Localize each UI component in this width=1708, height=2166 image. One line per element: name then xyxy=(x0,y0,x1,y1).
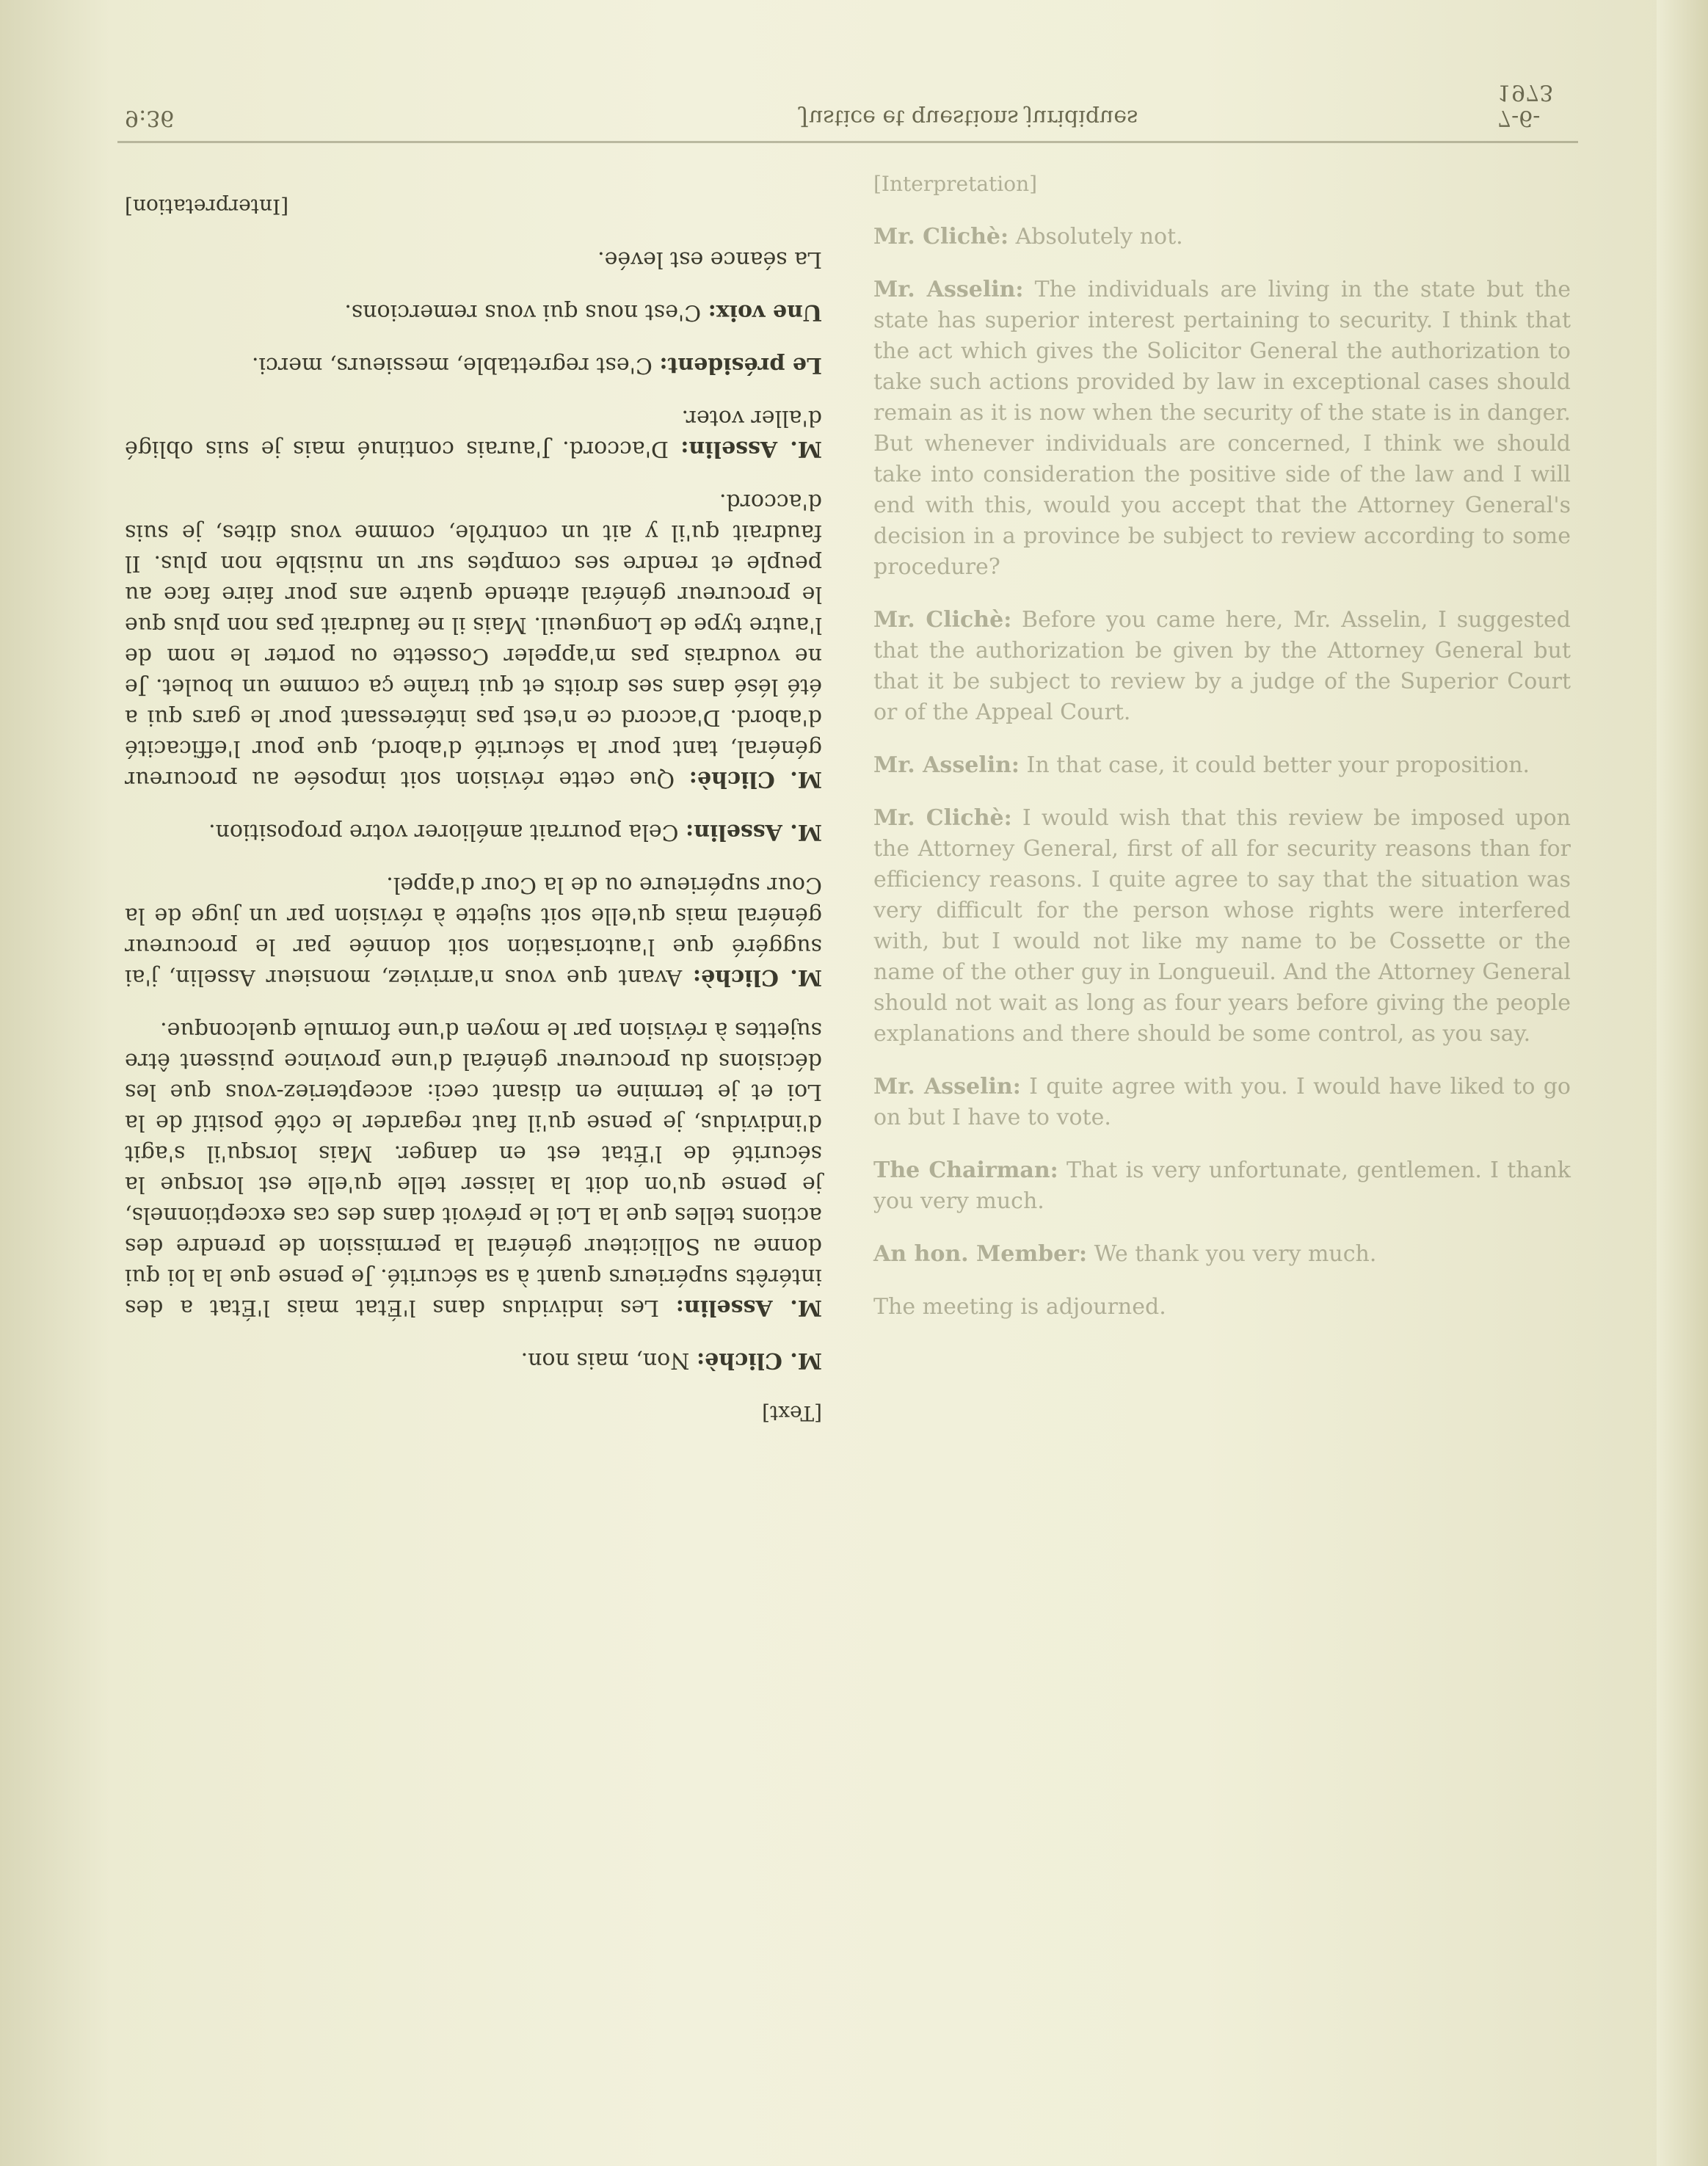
paragraph: M. Asselin: Cela pourrait améliorer votre proposition. xyxy=(208,819,822,845)
paragraph: Mr. Asselin: I quite agree with you. I would have liked to go on but I have to vote. xyxy=(873,1074,1571,1130)
header-rule xyxy=(117,141,1578,143)
paragraph: M. Clichè: Non, mais non. xyxy=(520,1348,822,1373)
page-edge xyxy=(1657,0,1708,2166)
text-tag: [Text] xyxy=(762,1401,822,1425)
interpretation-tag: [Interpretation] xyxy=(873,172,1038,196)
paragraph: Mr. Clichè: I would wish that this review be imposed upon the Attorney General, first of all for security reasons than for efficiency reasons. I quite agree to say that the situation was very difficult for the person whose rights were interfered with, but I would not like my name to be Cossette or the name of the other guy in Longueuil. And the Attorney General should not wait as long as four years before giving the people explanations and there should be some control, as you say. xyxy=(873,805,1571,1047)
paragraph: An hon. Member: We thank you very much. xyxy=(873,1241,1377,1267)
paragraph: The meeting is adjourned. xyxy=(873,1294,1166,1320)
paragraph: Le président: C'est regrettable, messieurs, merci. xyxy=(251,352,822,378)
paragraph: Mr. Asselin: The individuals are living in the state but the state has superior interest pertaining to security. I think that the act which gives the Solicitor General the authorization to take such actions provided by law in exceptional cases should remain as it is now when the security of the state is in danger. But whenever individuals are concerned, I think we should take into consideration the positive side of the law and I will end with this, would you accept that the Attorney General's decision in a province be subject to review according to some procedure? xyxy=(873,277,1571,580)
paragraph: M. Clichè: Que cette révision soit imposée au procureur général, tant pour la sécurité d'abord, que pour l'efficacité d'abord. D'accord ce n'est pas intéressant pour le gars qui a été lésé dans ses droits et qui traîne ça comme un boulet. Je ne voudrais pas m'appeler Cossette ou porter le nom de l'autre type de Longueuil. Mais il ne faudrait pas non plus que le procureur général attende quatre ans pour faire face au peuple et rendre ses comptes sur un nuisible non plus. Il faudrait qu'il y ait un contrôle, comme vous dites, je suis d'accord. xyxy=(125,489,822,792)
paragraph: Mr. Clichè: Before you came here, Mr. Asselin, I suggested that the authorization be given by the Attorney General but that it be subject to review by a judge of the Superior Court or of the Appeal Court. xyxy=(873,607,1571,725)
paragraph: The Chairman: That is very unfortunate, gentlemen. I thank you very much. xyxy=(873,1157,1571,1214)
binding-shadow xyxy=(0,0,110,2166)
paragraph: M. Asselin: D'accord. J'aurais continué mais je suis obligé d'aller voter. xyxy=(125,405,822,462)
paragraph: Mr. Clichè: Absolutely not. xyxy=(873,224,1183,250)
header-page-number: 9:36 xyxy=(125,105,175,131)
paragraph: Mr. Asselin: In that case, it could better your proposition. xyxy=(873,752,1530,778)
paragraph: M. Asselin: Les individus dans l'État mais l'État a des intérêts supérieurs quant à sa sécurité. Je pense que la loi qui donne au Solliciteur général la permission de prendre des actions telles que la Loi le prévoit dans des cas exceptionnels, je pense qu'on doit la laisser telle qu'elle est lorsque la sécurité de l'État est en danger. Mais lorsqu'il s'agit d'individus, je pense qu'il faut regarder le côté positif de la Loi et je termine en disant ceci: accepteriez-vous que les décisions du procureur général d'une province puissent être sujettes à révision par le moyen d'une formule quelconque. xyxy=(125,1017,822,1320)
paragraph: La séance est levée. xyxy=(597,247,822,272)
english-column xyxy=(873,169,1571,1345)
paragraph: M. Clichè: Avant que vous n'arriviez, monsieur Asselin, j'ai suggéré que l'autorisation soit donnée par le procureur général mais qu'elle soit sujette à révision par un juge de la Cour supérieure ou de la Cour d'appel. xyxy=(125,872,822,990)
header-date: 7-6-1973 xyxy=(1497,79,1554,131)
running-header xyxy=(117,79,1585,131)
paragraph: Une voix: C'est nous qui vous remercions. xyxy=(344,299,822,325)
french-column xyxy=(125,169,822,1428)
header-title: Justice et questions juridiques xyxy=(800,105,1138,131)
interpretation-tag: [Interpretation] xyxy=(125,195,289,219)
